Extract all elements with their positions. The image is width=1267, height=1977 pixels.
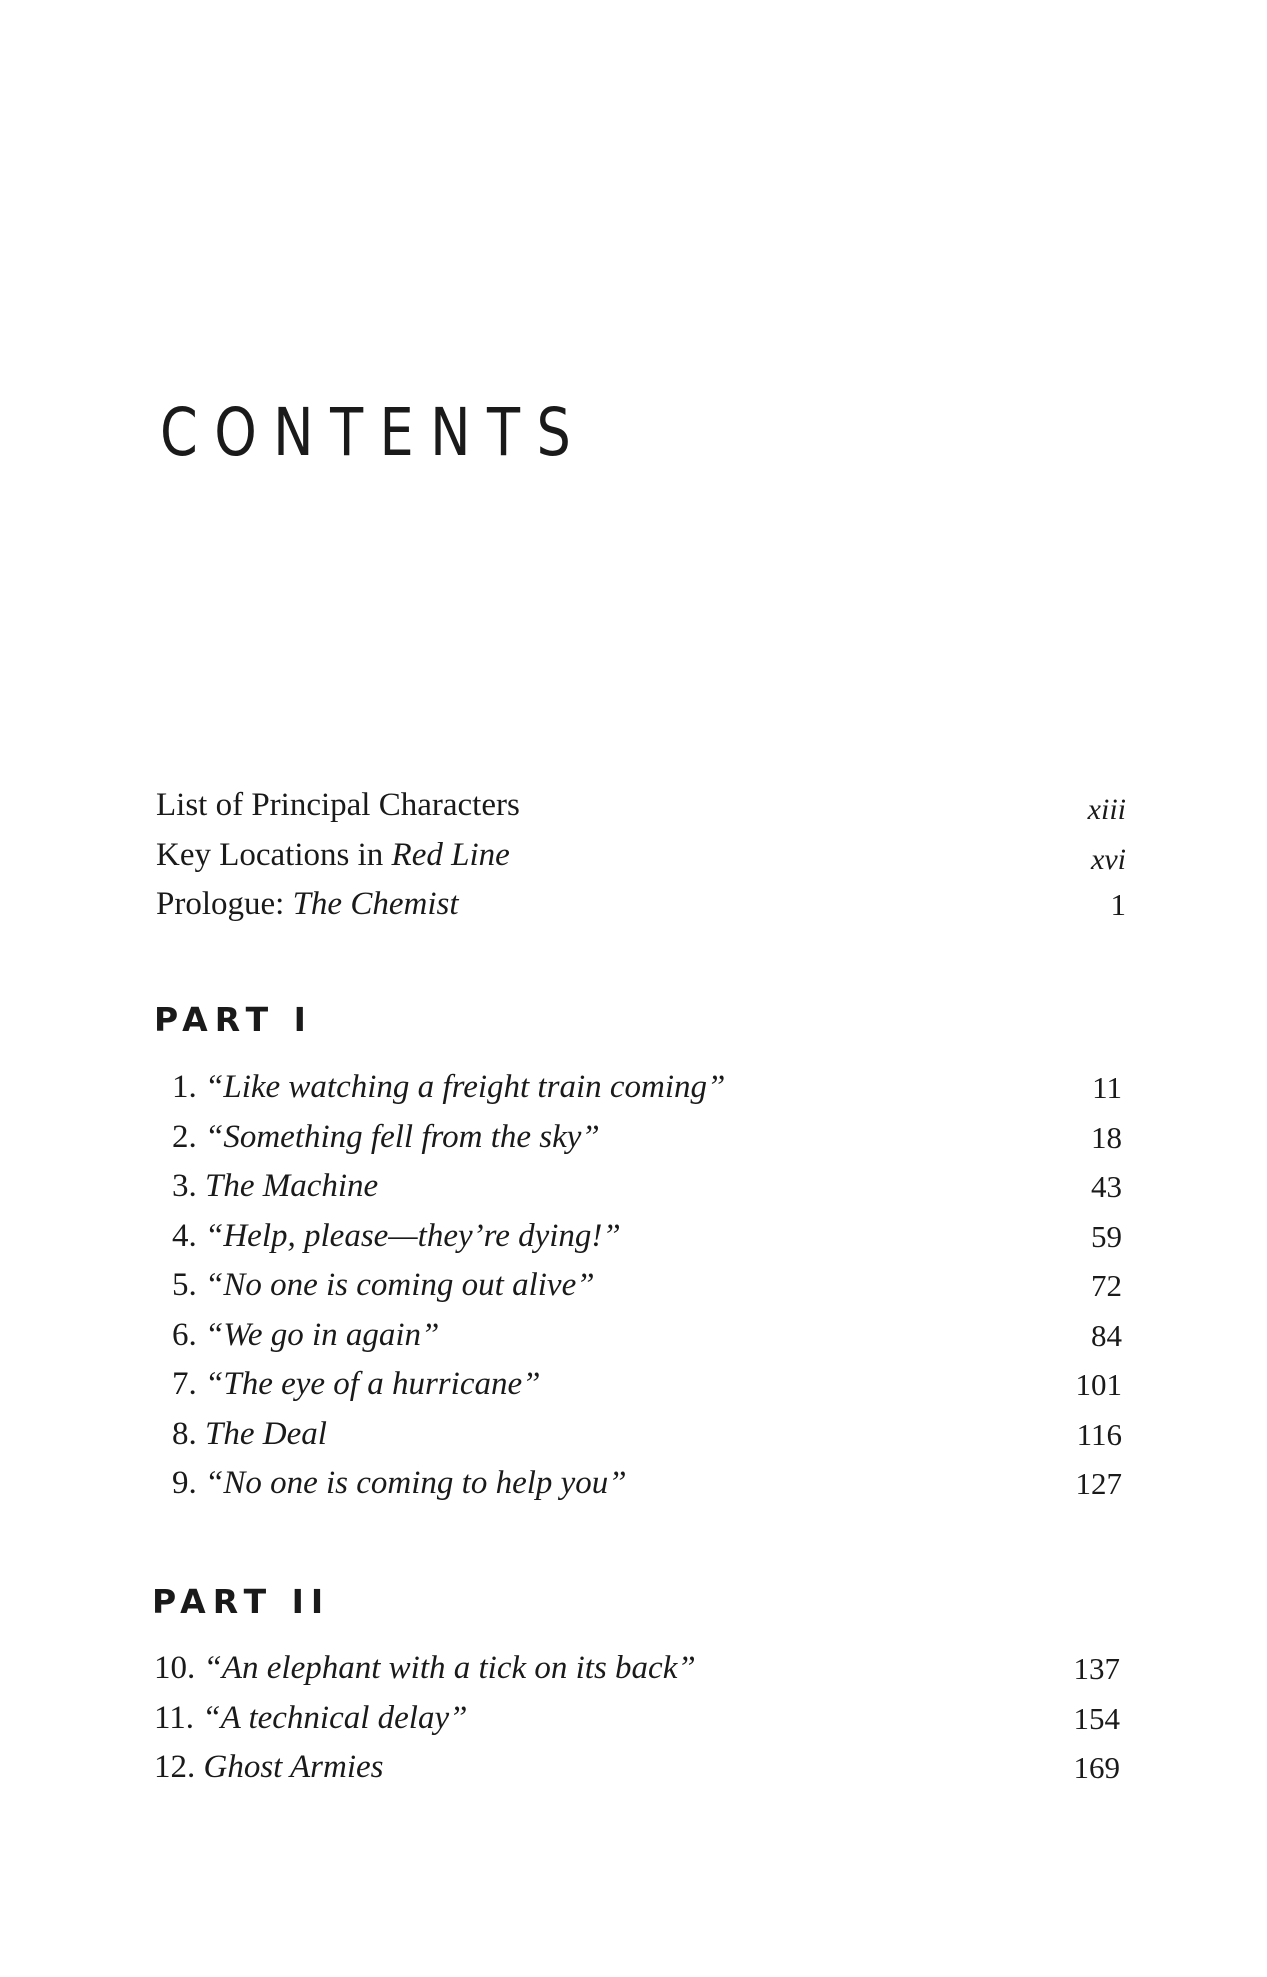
part-2-chapter-list xyxy=(154,1644,1120,1793)
toc-chapter-6[interactable] xyxy=(172,1311,1122,1361)
toc-entry-prologue[interactable] xyxy=(156,880,1126,930)
toc-page-number: 137 xyxy=(1073,1651,1120,1686)
front-matter-list xyxy=(156,781,1126,930)
chapter-title: “Help, please—they’re dying!” xyxy=(205,1217,621,1254)
toc-entry-label-italic: Red Line xyxy=(391,836,510,873)
chapter-title: The Deal xyxy=(205,1415,327,1452)
chapter-title: “The eye of a hurricane” xyxy=(205,1366,541,1402)
chapter-number: 6. xyxy=(172,1316,197,1353)
chapter-number: 5. xyxy=(172,1267,197,1303)
toc-page-number: 127 xyxy=(1075,1466,1122,1501)
toc-chapter-10[interactable] xyxy=(154,1644,1120,1694)
toc-chapter-11[interactable] xyxy=(154,1694,1120,1744)
toc-page-number: 154 xyxy=(1073,1700,1120,1736)
chapter-title: “No one is coming to help you” xyxy=(205,1465,627,1501)
part-1-chapter-list xyxy=(172,1063,1122,1509)
toc-entry-label: Key Locations in xyxy=(156,836,392,873)
toc-chapter-4[interactable] xyxy=(172,1212,1122,1262)
chapter-number: 8. xyxy=(172,1415,197,1452)
toc-page-number: 59 xyxy=(1091,1218,1122,1254)
toc-chapter-12[interactable] xyxy=(154,1743,1120,1793)
toc-page-number: 43 xyxy=(1091,1169,1122,1204)
toc-page-number: 72 xyxy=(1091,1268,1122,1303)
toc-chapter-9[interactable] xyxy=(172,1459,1122,1509)
toc-page-number: 84 xyxy=(1091,1317,1122,1353)
chapter-number: 3. xyxy=(172,1168,197,1204)
toc-entry-principal-characters[interactable] xyxy=(156,781,1126,831)
toc-chapter-7[interactable] xyxy=(172,1360,1122,1410)
toc-chapter-2[interactable] xyxy=(172,1113,1122,1163)
chapter-title: “A technical delay” xyxy=(202,1699,468,1736)
chapter-title: Ghost Armies xyxy=(203,1749,384,1785)
toc-page-number: 169 xyxy=(1073,1750,1120,1785)
page-title: CONTENTS xyxy=(160,394,588,471)
toc-page-number: 101 xyxy=(1075,1367,1122,1402)
chapter-number: 4. xyxy=(172,1217,197,1254)
toc-entry-label-italic: The Chemist xyxy=(292,886,459,922)
toc-chapter-5[interactable] xyxy=(172,1261,1122,1311)
toc-page-number: 11 xyxy=(1092,1070,1122,1105)
chapter-title: “Like watching a freight train coming” xyxy=(205,1069,726,1105)
toc-chapter-8[interactable] xyxy=(172,1410,1122,1460)
part-1-heading: PART I xyxy=(154,1000,313,1039)
chapter-number: 11. xyxy=(154,1699,195,1736)
toc-page-number: xvi xyxy=(1091,842,1126,876)
chapter-number: 12. xyxy=(154,1749,196,1785)
toc-chapter-1[interactable] xyxy=(172,1063,1122,1113)
toc-chapter-3[interactable] xyxy=(172,1162,1122,1212)
chapter-number: 10. xyxy=(154,1650,196,1686)
chapter-title: “We go in again” xyxy=(205,1316,440,1353)
chapter-number: 9. xyxy=(172,1465,197,1501)
chapter-title: “An elephant with a tick on its back” xyxy=(203,1650,696,1686)
toc-page-number: 18 xyxy=(1091,1119,1122,1155)
toc-entry-label: Prologue: xyxy=(156,886,293,922)
toc-entry-label: List of Principal Characters xyxy=(156,787,520,823)
toc-page-number: xiii xyxy=(1087,793,1126,826)
chapter-number: 1. xyxy=(172,1069,197,1105)
chapter-number: 2. xyxy=(172,1118,197,1155)
part-2-heading: PART II xyxy=(152,1582,331,1621)
chapter-title: The Machine xyxy=(205,1168,379,1204)
chapter-number: 7. xyxy=(172,1366,197,1402)
toc-entry-key-locations[interactable] xyxy=(156,831,1126,881)
toc-page-number: 116 xyxy=(1076,1416,1122,1452)
chapter-title: “No one is coming out alive” xyxy=(205,1267,595,1303)
toc-page-number: 1 xyxy=(1110,887,1126,922)
chapter-title: “Something fell from the sky” xyxy=(205,1118,600,1155)
